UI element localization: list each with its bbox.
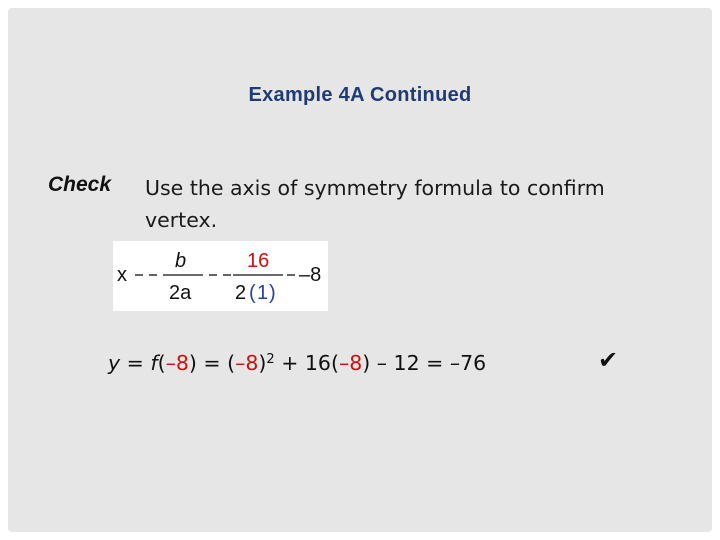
formula-sub-denominator-coef: 2 bbox=[235, 282, 247, 304]
check-word: Check bbox=[48, 173, 112, 196]
formula-lhs: x bbox=[117, 264, 127, 286]
eq-arg: –8 bbox=[165, 351, 189, 375]
check-label bbox=[48, 172, 111, 197]
formula-result: –8 bbox=[299, 264, 322, 286]
formula-sub-paren-open: ( bbox=[249, 282, 256, 304]
eq-arg-2: –8 bbox=[338, 351, 363, 375]
evaluation-equation bbox=[108, 351, 486, 375]
formula-denominator: 2a bbox=[169, 282, 192, 304]
eq-open: ( bbox=[157, 351, 166, 375]
eq-exponent: 2 bbox=[266, 352, 275, 367]
formula-sub-paren-close: ) bbox=[269, 282, 276, 304]
eq-equals-2: = ( bbox=[196, 351, 236, 375]
axis-of-symmetry-formula bbox=[113, 241, 328, 311]
formula-sub-denominator-value: 1 bbox=[257, 282, 269, 304]
eq-close: ) bbox=[188, 351, 197, 375]
checkmark-icon: ✔ bbox=[598, 346, 619, 374]
instruction-text: Use the axis of symmetry formula to confirm vertex. bbox=[145, 176, 605, 232]
formula-sub-numerator: 16 bbox=[247, 250, 270, 272]
formula-numerator: b bbox=[175, 250, 187, 272]
eq-y: y bbox=[108, 351, 121, 375]
eq-plus: + 16( bbox=[274, 351, 339, 375]
slide-title: Example 4A Continued bbox=[248, 84, 472, 106]
eq-rest: ) – 12 = –76 bbox=[362, 351, 487, 375]
eq-equals-1: = bbox=[120, 351, 151, 375]
eq-base: –8 bbox=[235, 351, 259, 375]
eq-close-2: ) bbox=[258, 351, 267, 375]
eq-f: f bbox=[150, 351, 158, 375]
